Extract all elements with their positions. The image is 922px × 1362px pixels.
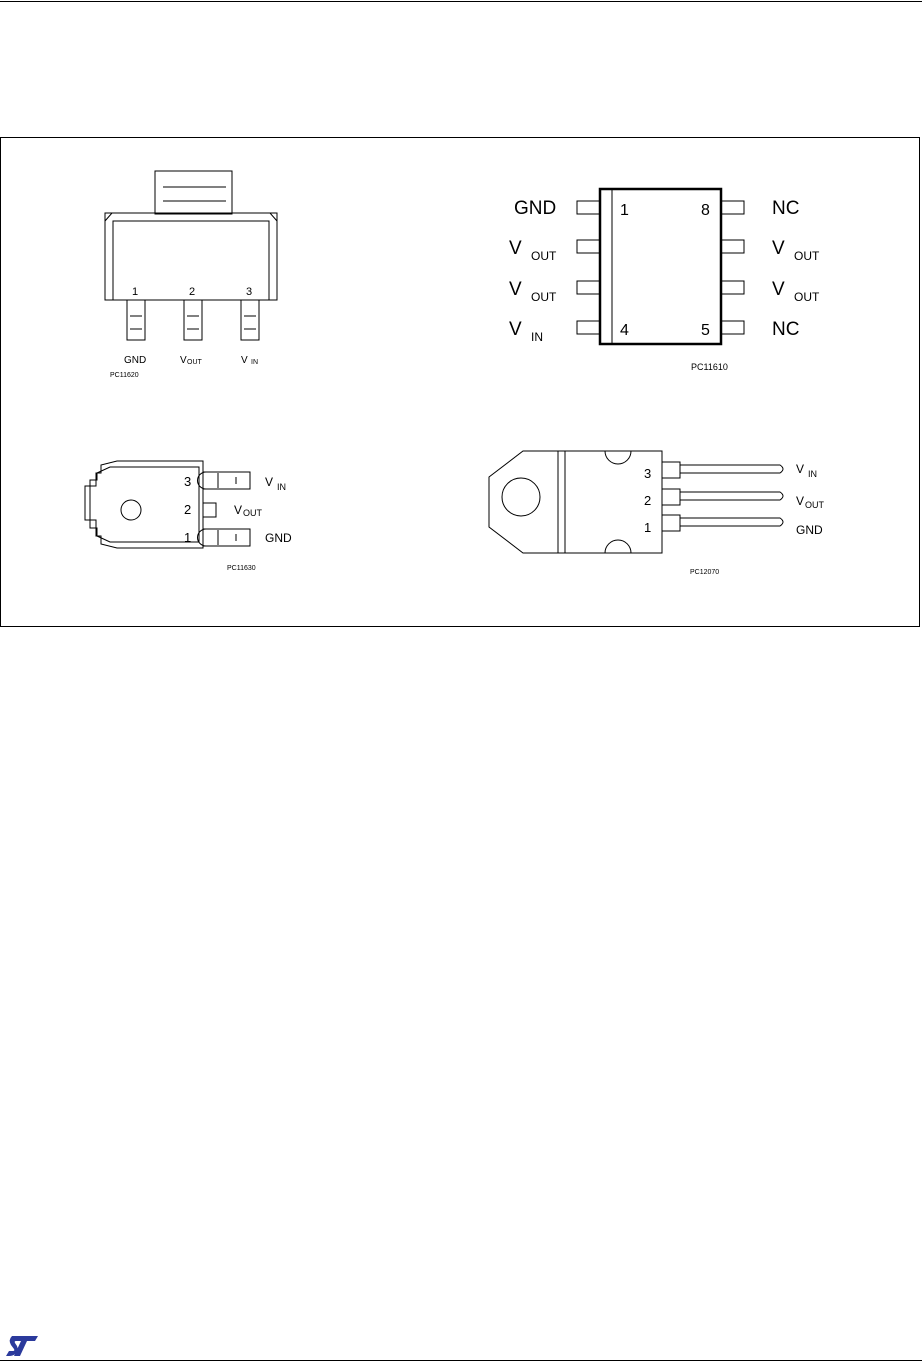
sot223-pin-number: 1 xyxy=(132,286,139,298)
dpak-pin-number: 3 xyxy=(184,474,192,489)
sot223-vout-label: V xyxy=(180,355,187,366)
so8-pin-number: 8 xyxy=(701,202,710,219)
so8-left-pin-label: V xyxy=(509,279,522,300)
dpak-pin-number: 2 xyxy=(184,502,192,517)
so8-pin-number: 4 xyxy=(620,322,629,339)
sot223-vin-label: V xyxy=(241,355,248,366)
so8-left-pin-label: GND xyxy=(514,198,557,219)
so8-right-pin-label: NC xyxy=(772,319,800,340)
sot223-vout-subscript: OUT xyxy=(187,359,202,366)
dpak-figure-code: PC11630 xyxy=(227,565,256,572)
dpak-vin-subscript: IN xyxy=(277,482,286,492)
so8-pin-number: 5 xyxy=(701,322,710,339)
sot223-figure-code: PC11620 xyxy=(110,372,139,379)
so8-right-pin-subscript: OUT xyxy=(794,290,820,304)
dpak-pin-number: 1 xyxy=(184,530,192,545)
so8-figure-code: PC11610 xyxy=(691,362,728,372)
dpak-vin-label: V xyxy=(265,475,274,489)
to220-pin-number: 2 xyxy=(644,493,652,508)
so8-left-pin-subscript: OUT xyxy=(531,290,557,304)
so8-right-pin-subscript: OUT xyxy=(794,249,820,263)
so8-left-pin-label: V xyxy=(509,319,522,340)
sot223-vin-subscript: IN xyxy=(251,359,258,366)
dpak-vout-label: V xyxy=(234,503,243,517)
to220-gnd-label: GND xyxy=(796,523,823,537)
to220-pin-number: 1 xyxy=(644,520,652,535)
dpak-gnd-label: GND xyxy=(265,531,292,545)
so8-right-pin-label: V xyxy=(772,238,785,259)
to220-vin-label: V xyxy=(796,462,805,476)
so8-left-pin-subscript: IN xyxy=(531,330,543,344)
st-logo-icon xyxy=(6,1334,40,1358)
so8-pin-number: 1 xyxy=(620,202,629,219)
dpak-vout-subscript: OUT xyxy=(243,508,262,518)
sot223-gnd-label: GND xyxy=(124,355,147,366)
to220-vout-label: V xyxy=(796,494,805,508)
to220-figure-code: PC12070 xyxy=(690,569,720,576)
footer-rule xyxy=(0,1360,922,1361)
so8-right-pin-label: V xyxy=(772,279,785,300)
so8-left-pin-subscript: OUT xyxy=(531,249,557,263)
to220-pin-number: 3 xyxy=(644,466,652,481)
sot223-pin-number: 2 xyxy=(189,286,196,298)
to220-vin-subscript: IN xyxy=(808,469,817,479)
to220-vout-subscript: OUT xyxy=(805,500,824,510)
so8-right-pin-label: NC xyxy=(772,198,800,219)
sot223-pin-number: 3 xyxy=(246,286,253,298)
so8-left-pin-label: V xyxy=(509,238,522,259)
